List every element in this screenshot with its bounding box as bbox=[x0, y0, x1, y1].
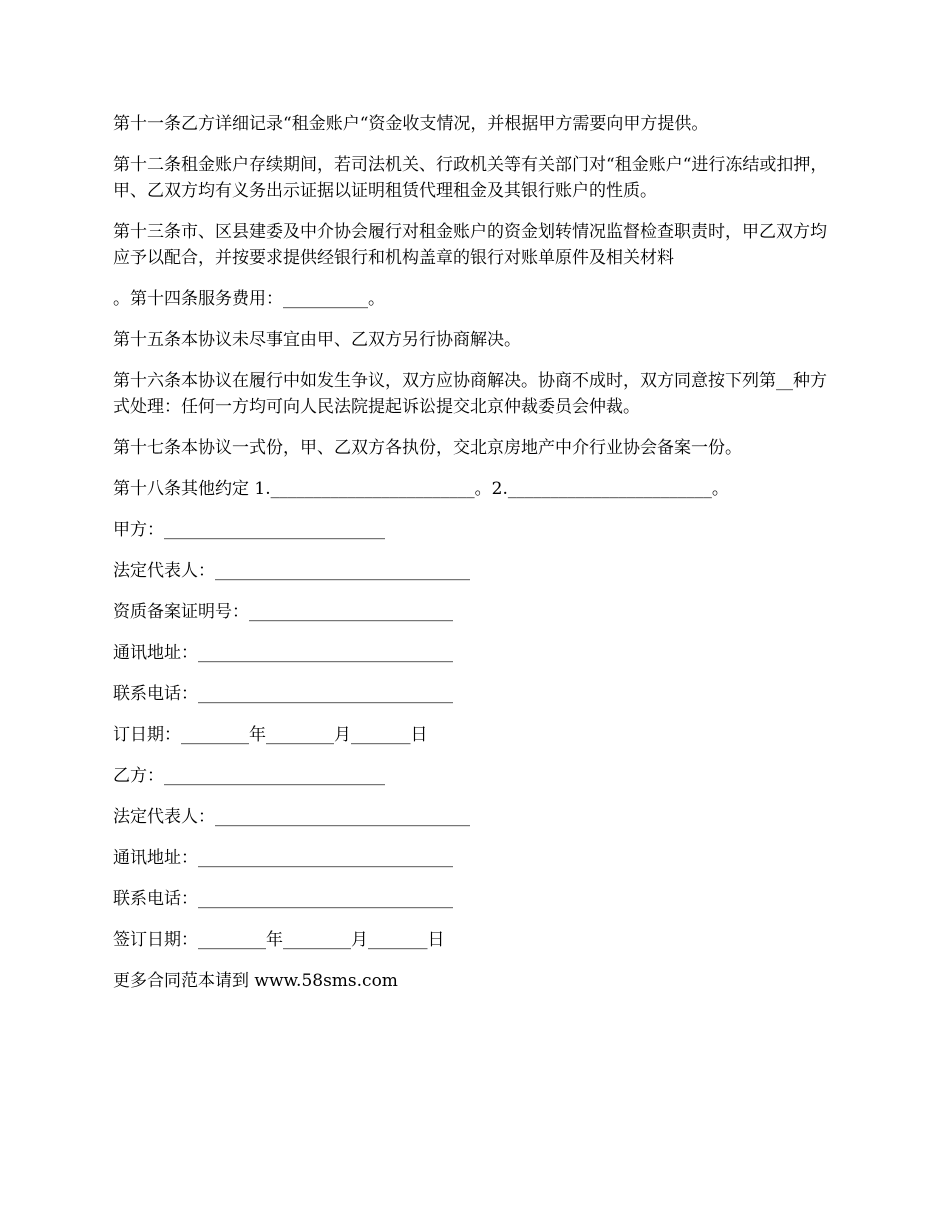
party-a-address: 通讯地址：______________________________ bbox=[113, 643, 453, 663]
party-b-date: 签订日期：________年________月_______日 bbox=[113, 930, 445, 950]
party-b-legal-rep: 法定代表人：______________________________ bbox=[113, 807, 470, 827]
clause-17: 第十七条本协议一式份，甲、乙双方各执份，交北京房地产中介行业协会备案一份。 bbox=[113, 438, 742, 458]
party-a-phone: 联系电话：______________________________ bbox=[113, 684, 453, 704]
clause-16: 第十六条本协议在履行中如发生争议，双方应协商解决。协商不成时，双方同意按下列第__种方式处理：任何一方均可向人民法院提起诉讼提交北京仲裁委员会仲裁。 bbox=[113, 371, 827, 417]
party-a-legal-rep: 法定代表人：______________________________ bbox=[113, 561, 470, 581]
clause-18: 第十八条其他约定 1.________________________。2.________________________。 bbox=[113, 479, 729, 499]
party-a-name: 甲方：__________________________ bbox=[113, 520, 385, 540]
party-b-address: 通讯地址：______________________________ bbox=[113, 848, 453, 868]
party-a-date: 订日期：________年________月_______日 bbox=[113, 725, 428, 745]
party-b-phone: 联系电话：______________________________ bbox=[113, 889, 453, 909]
party-b-name: 乙方：__________________________ bbox=[113, 766, 385, 786]
clause-12: 第十二条租金账户存续期间，若司法机关、行政机关等有关部门对“租金账户“进行冻结或扣押，甲、乙双方均有义务出示证据以证明租赁代理租金及其银行账户的性质。 bbox=[113, 155, 828, 201]
clause-15: 第十五条本协议未尽事宜由甲、乙双方另行协商解决。 bbox=[113, 330, 521, 350]
clause-13: 第十三条市、区县建委及中介协会履行对租金账户的资金划转情况监督检查职责时，甲乙双方均应予以配合，并按要求提供经银行和机构盖章的银行对账单原件及相关材料 bbox=[113, 222, 827, 268]
clause-11: 第十一条乙方详细记录“租金账户“资金收支情况，并根据甲方需要向甲方提供。 bbox=[113, 114, 709, 134]
contract-page bbox=[113, 111, 843, 1009]
footer-link-text: 更多合同范本请到 www.58sms.com bbox=[113, 971, 398, 991]
clause-14: 。第十四条服务费用：__________。 bbox=[113, 289, 385, 309]
party-a-qualification: 资质备案证明号：________________________ bbox=[113, 602, 453, 622]
